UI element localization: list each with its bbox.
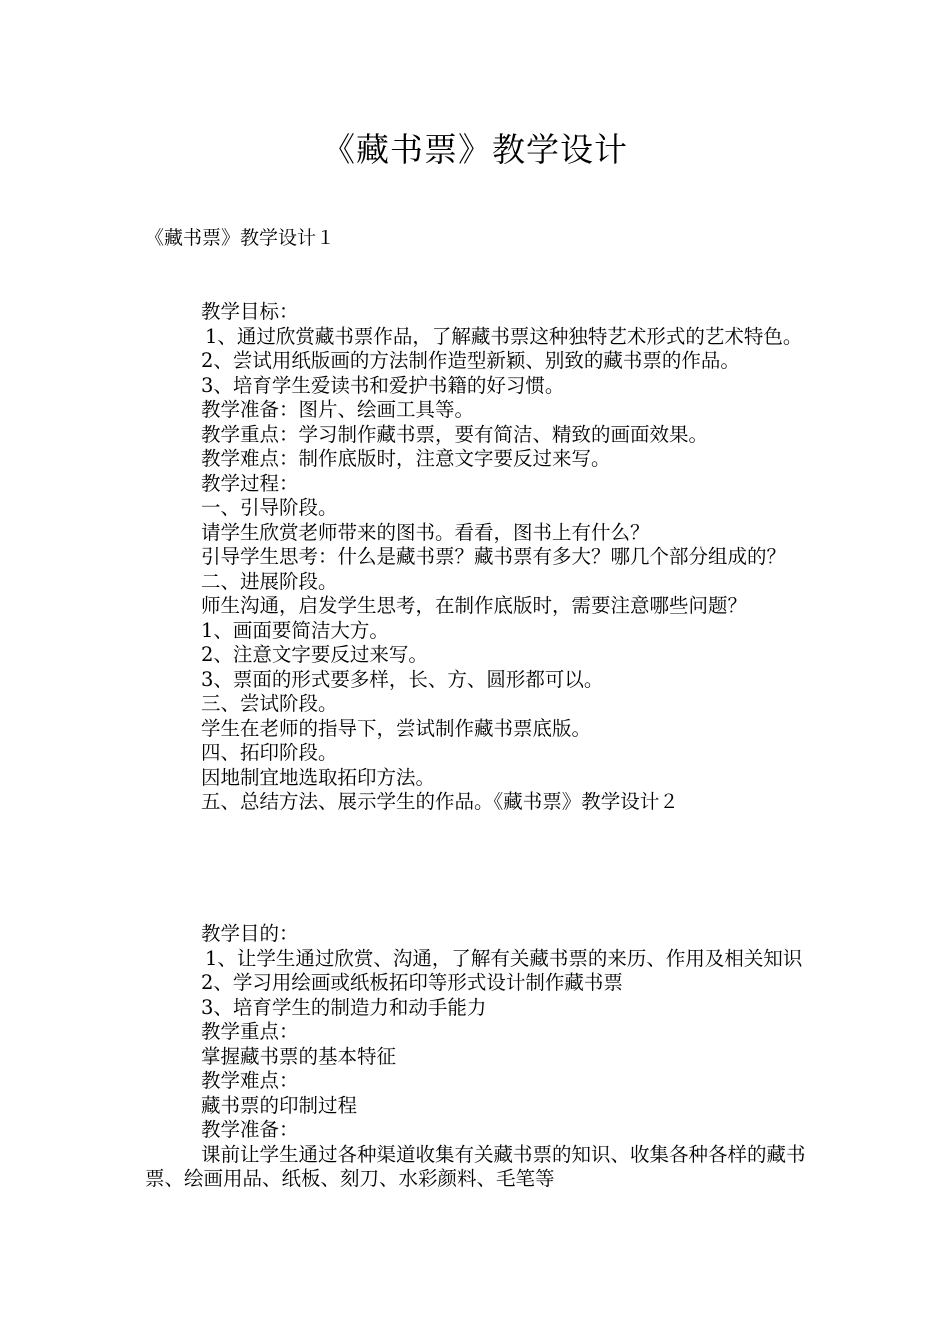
paragraph: 课前让学生通过各种渠道收集有关藏书票的知识、收集各种各样的藏书票、绘画用品、纸板、刻刀、水彩颜料、毛笔等 (145, 1142, 806, 1190)
paragraph: 教学过程： (201, 471, 299, 495)
paragraph: 学生在老师的指导下，尝试制作藏书票底版。 (201, 716, 592, 740)
paragraph: 一、引导阶段。 (201, 496, 338, 519)
paragraph: 教学难点：制作底版时，注意文字要反过来写。 (201, 447, 611, 470)
paragraph: 教学难点： (201, 1069, 299, 1092)
paragraph: 请学生欣赏老师带来的图书。看看，图书上有什么？ (201, 520, 650, 544)
paragraph: 五、总结方法、展示学生的作品。《藏书票》教学设计２ (201, 790, 679, 813)
paragraph: 1、画面要简洁大方。 (201, 618, 389, 642)
paragraph: 教学目标： (201, 300, 299, 323)
paragraph: 教学准备： (201, 1118, 299, 1141)
paragraph: 掌握藏书票的基本特征 (201, 1044, 397, 1068)
paragraph: 教学重点： (201, 1020, 299, 1043)
document-title: 《藏书票》教学设计 (322, 130, 628, 169)
paragraph: 3、培育学生爱读书和爱护书籍的好习惯。 (201, 373, 565, 397)
paragraph: 因地制宜地选取拓印方法。 (201, 765, 436, 789)
paragraph: 三、尝试阶段。 (201, 692, 338, 715)
paragraph: 2、尝试用纸版画的方法制作造型新颖、别致的藏书票的作品。 (201, 349, 740, 372)
paragraph: 3、培育学生的制造力和动手能力 (201, 995, 487, 1019)
paragraph: 教学准备：图片、绘画工具等。 (201, 398, 475, 421)
paragraph: 1、通过欣赏藏书票作品，了解藏书票这种独特艺术形式的艺术特色。 (205, 324, 803, 348)
paragraph: 2、注意文字要反过来写。 (201, 643, 428, 666)
paragraph: 3、票面的形式要多样，长、方、圆形都可以。 (201, 667, 604, 691)
paragraph: 藏书票的印制过程 (201, 1093, 358, 1117)
paragraph: 四、拓印阶段。 (201, 741, 338, 764)
section-2-body (145, 922, 815, 1192)
paragraph: 1、让学生通过欣赏、沟通，了解有关藏书票的来历、作用及相关知识 (205, 946, 803, 970)
paragraph: 引导学生思考：什么是藏书票？藏书票有多大？哪几个部分组成的？ (201, 545, 787, 568)
paragraph: 师生沟通，启发学生思考，在制作底版时，需要注意哪些问题？ (201, 594, 748, 617)
section-1-body (145, 300, 815, 815)
paragraph: 二、进展阶段。 (201, 569, 338, 593)
paragraph: 教学重点：学习制作藏书票，要有简洁、精致的画面效果。 (201, 422, 709, 446)
document-subtitle: 《藏书票》教学设计１ (145, 227, 336, 249)
paragraph: 教学目的： (201, 922, 299, 945)
paragraph: 2、学习用绘画或纸板拓印等形式设计制作藏书票 (201, 971, 623, 994)
